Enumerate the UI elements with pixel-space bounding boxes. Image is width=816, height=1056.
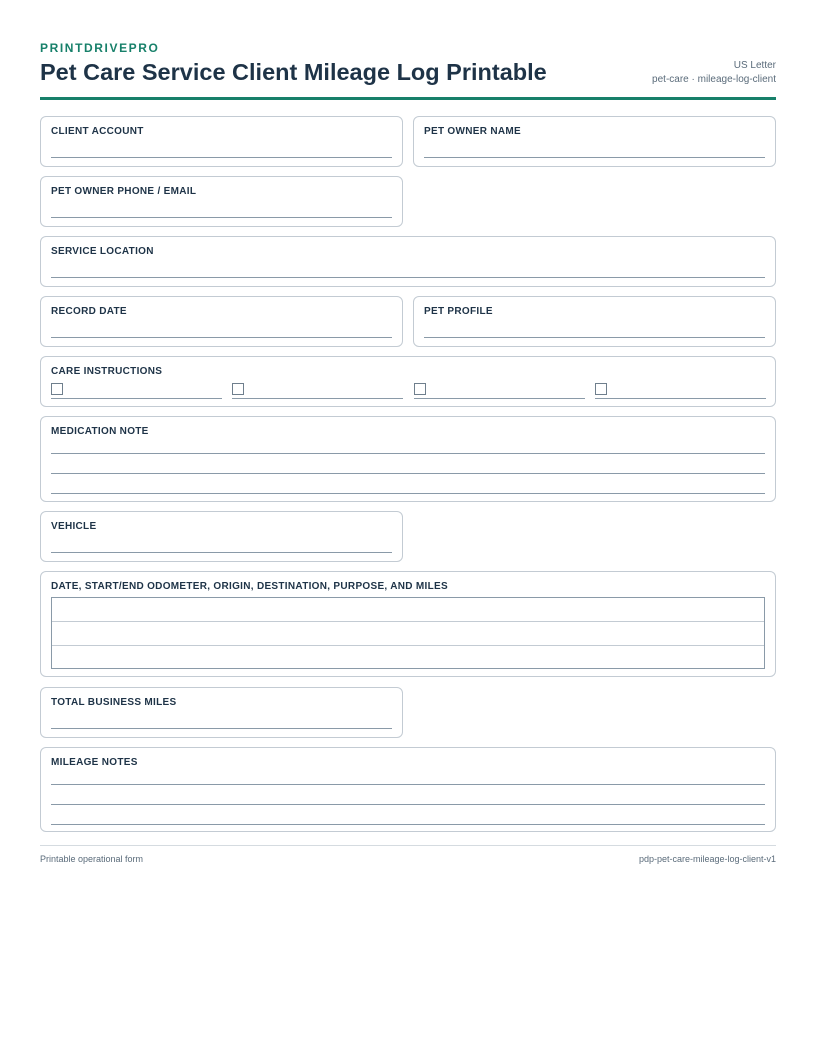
total-business-miles-field — [40, 687, 403, 738]
medication-note-line-1[interactable] — [51, 453, 765, 454]
client-account-input[interactable] — [51, 157, 392, 158]
trip-log-row[interactable] — [52, 646, 764, 670]
service-location-field — [40, 236, 776, 287]
pet-owner-contact-input[interactable] — [51, 217, 392, 218]
care-option-3 — [414, 383, 585, 399]
trip-log-label: DATE, START/END ODOMETER, ORIGIN, DESTINATION, PURPOSE, AND MILES — [51, 581, 448, 592]
medication-note-line-3[interactable] — [51, 493, 765, 494]
care-option-1 — [51, 383, 222, 399]
care-option-2 — [232, 383, 403, 399]
pet-profile-field — [413, 296, 776, 347]
medication-note-label: MEDICATION NOTE — [51, 426, 149, 437]
vehicle-field — [40, 511, 403, 562]
mileage-notes-line-1[interactable] — [51, 784, 765, 785]
vehicle-label: VEHICLE — [51, 521, 97, 532]
service-location-input[interactable] — [51, 277, 765, 278]
pet-owner-name-label: PET OWNER NAME — [424, 126, 521, 137]
care-option-2-checkbox[interactable] — [232, 383, 244, 395]
pet-profile-input[interactable] — [424, 337, 765, 338]
pet-owner-name-field — [413, 116, 776, 167]
trip-log-row[interactable] — [52, 598, 764, 622]
care-instructions-field — [40, 356, 776, 407]
pet-owner-name-input[interactable] — [424, 157, 765, 158]
record-date-label: RECORD DATE — [51, 306, 127, 317]
trip-log-table — [51, 597, 765, 669]
care-option-4 — [595, 383, 766, 399]
footer-divider — [40, 845, 776, 846]
medication-note-field — [40, 416, 776, 502]
service-location-label: SERVICE LOCATION — [51, 246, 154, 257]
client-account-label: CLIENT ACCOUNT — [51, 126, 144, 137]
mileage-notes-field — [40, 747, 776, 832]
trip-log-row[interactable] — [52, 622, 764, 646]
vehicle-input[interactable] — [51, 552, 392, 553]
pet-owner-contact-label: PET OWNER PHONE / EMAIL — [51, 186, 197, 197]
total-business-miles-input[interactable] — [51, 728, 392, 729]
record-date-input[interactable] — [51, 337, 392, 338]
page-title: Pet Care Service Client Mileage Log Printable — [40, 59, 547, 85]
form-id: pdp-pet-care-mileage-log-client-v1 — [638, 854, 776, 864]
footer-description: Printable operational form — [40, 854, 144, 864]
mileage-notes-label: MILEAGE NOTES — [51, 757, 138, 768]
pet-owner-contact-field — [40, 176, 403, 227]
care-option-1-line[interactable] — [51, 398, 222, 399]
record-date-field — [40, 296, 403, 347]
mileage-notes-line-3[interactable] — [51, 824, 765, 825]
care-option-4-checkbox[interactable] — [595, 383, 607, 395]
trip-log-field — [40, 571, 776, 677]
document-slug: pet-care · mileage-log-client — [652, 74, 776, 85]
brand-name: PRINTDRIVEPRO — [40, 41, 160, 55]
header-divider — [40, 97, 776, 100]
care-instructions-label: CARE INSTRUCTIONS — [51, 366, 163, 377]
pet-profile-label: PET PROFILE — [424, 306, 493, 317]
care-option-3-line[interactable] — [414, 398, 585, 399]
care-option-4-line[interactable] — [595, 398, 766, 399]
paper-size: US Letter — [733, 60, 776, 71]
page-header — [40, 40, 776, 100]
care-option-2-line[interactable] — [232, 398, 403, 399]
medication-note-line-2[interactable] — [51, 473, 765, 474]
client-account-field — [40, 116, 403, 167]
total-business-miles-label: TOTAL BUSINESS MILES — [51, 697, 177, 708]
care-option-1-checkbox[interactable] — [51, 383, 63, 395]
mileage-notes-line-2[interactable] — [51, 804, 765, 805]
care-option-3-checkbox[interactable] — [414, 383, 426, 395]
document-meta — [652, 59, 776, 87]
